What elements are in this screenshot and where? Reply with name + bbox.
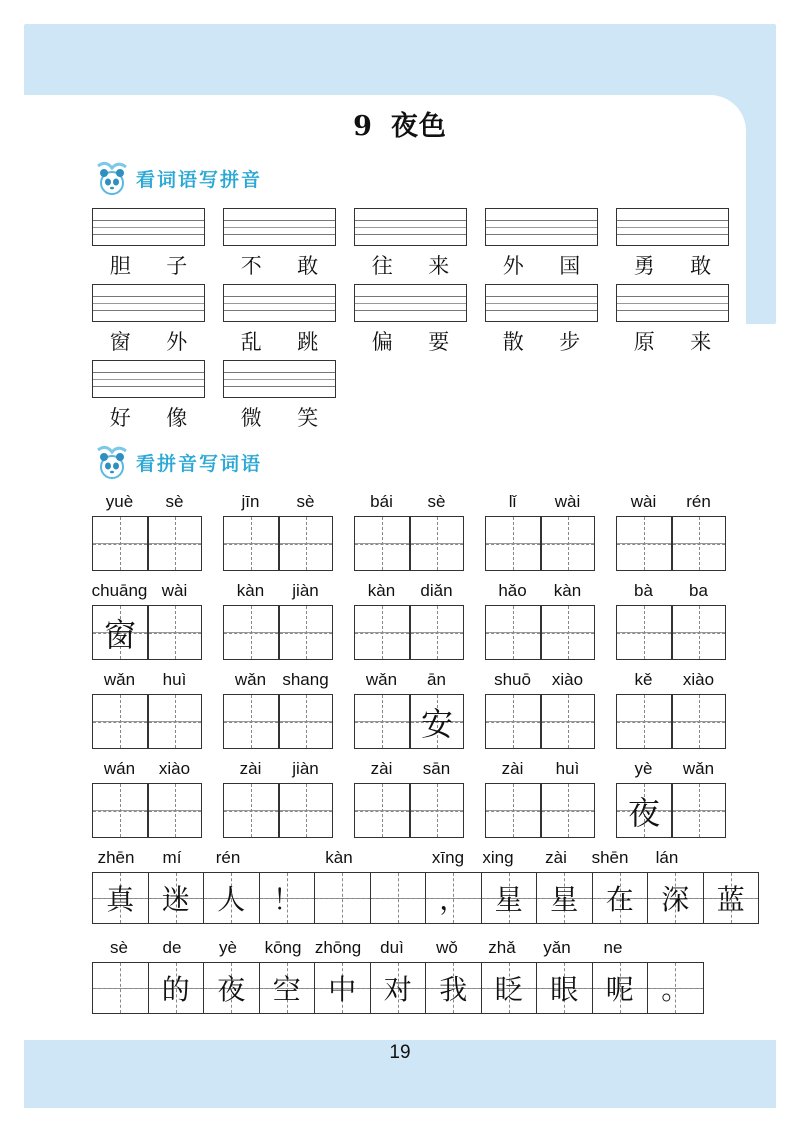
word-label <box>354 250 467 280</box>
writing-cell[interactable] <box>540 783 595 838</box>
writing-cell[interactable] <box>278 783 333 838</box>
writing-cell[interactable] <box>147 516 202 571</box>
pinyin-answer-box[interactable] <box>616 284 729 322</box>
word-label <box>354 326 467 356</box>
word-label <box>92 326 205 356</box>
sentence-cell[interactable] <box>203 872 260 924</box>
sentence-char: 的 <box>161 973 190 1006</box>
pinyin-label: wǒ <box>436 938 458 957</box>
pinyin-label: zhōng <box>314 938 362 957</box>
pinyin-label: sān <box>422 759 451 778</box>
writing-cell[interactable] <box>147 605 202 660</box>
word-char: 跳 <box>297 330 319 354</box>
word-label <box>92 250 205 280</box>
pinyin-label: kàn <box>325 848 353 867</box>
writing-cell[interactable] <box>409 605 464 660</box>
pinyin-label: ne <box>603 938 623 957</box>
filled-char: 窗 <box>103 615 136 654</box>
word-char: 国 <box>559 254 581 278</box>
sentence-cell[interactable] <box>314 872 371 924</box>
sentence-char: 空 <box>272 973 301 1006</box>
pinyin-label: wài <box>554 492 581 511</box>
word-char: 好 <box>109 406 131 430</box>
word-char: 外 <box>502 254 524 278</box>
writing-cell[interactable] <box>92 516 148 571</box>
pinyin-label: wài <box>630 492 657 511</box>
writing-cell[interactable] <box>409 516 464 571</box>
pinyin-answer-box[interactable] <box>92 360 205 398</box>
word-label <box>485 326 598 356</box>
pinyin-label: wǎn <box>103 670 136 689</box>
pinyin-label: jiàn <box>292 581 319 600</box>
pinyin-label: xiào <box>158 759 191 778</box>
writing-cell[interactable] <box>223 694 279 749</box>
writing-cell[interactable] <box>616 605 672 660</box>
pinyin-label: lán <box>655 848 679 867</box>
sentence-cell[interactable] <box>647 872 704 924</box>
sentence-cell[interactable] <box>148 872 205 924</box>
sentence-char: 眨 <box>494 973 523 1006</box>
pinyin-answer-box[interactable] <box>223 208 336 246</box>
word-label <box>223 250 336 280</box>
sentence-char: 蓝 <box>716 883 745 916</box>
pinyin-answer-box[interactable] <box>223 284 336 322</box>
section-header-1 <box>92 158 262 198</box>
pinyin-label: sè <box>427 492 446 511</box>
pinyin-label: bái <box>370 492 393 511</box>
pinyin-label: jiàn <box>292 759 319 778</box>
pinyin-label: huì <box>162 670 187 689</box>
writing-cell[interactable] <box>485 605 541 660</box>
sentence-cell[interactable] <box>203 962 260 1014</box>
pinyin-label: zhēn <box>97 848 135 867</box>
word-char: 外 <box>166 330 188 354</box>
pinyin-label: ān <box>427 670 446 689</box>
section-title-1: 看词语写拼音 <box>136 168 263 191</box>
writing-cell[interactable] <box>354 516 410 571</box>
writing-cell[interactable] <box>92 783 148 838</box>
sentence-cell[interactable] <box>425 872 482 924</box>
pinyin-label: huì <box>555 759 580 778</box>
pinyin-label: de <box>162 938 182 957</box>
pinyin-label: rén <box>686 492 711 511</box>
sentence-char: 夜 <box>217 973 246 1006</box>
word-label <box>616 250 729 280</box>
page-number: 19 <box>389 1042 411 1063</box>
word-char: 偏 <box>371 330 393 354</box>
pinyin-label: shēn <box>591 848 629 867</box>
sentence-cell[interactable] <box>647 962 704 1014</box>
pinyin-label: ba <box>689 581 708 600</box>
pinyin-answer-box[interactable] <box>92 208 205 246</box>
pinyin-label: zài <box>501 759 524 778</box>
sentence-cell[interactable] <box>592 962 649 1014</box>
pinyin-label: bà <box>634 581 653 600</box>
pinyin-label: yè <box>634 759 653 778</box>
pinyin-label: zài <box>370 759 393 778</box>
writing-cell[interactable] <box>616 783 672 838</box>
writing-cell[interactable] <box>671 783 726 838</box>
pinyin-answer-box[interactable] <box>92 284 205 322</box>
sentence-cell[interactable] <box>92 872 149 924</box>
pinyin-label: wán <box>103 759 136 778</box>
panda-icon <box>92 158 132 198</box>
lesson-title <box>0 104 800 143</box>
writing-cell[interactable] <box>409 783 464 838</box>
sentence-cell[interactable] <box>314 962 371 1014</box>
lesson-number: 9 <box>353 111 373 142</box>
sentence-cell[interactable] <box>536 872 593 924</box>
pinyin-label: kě <box>634 670 653 689</box>
sentence-cell[interactable] <box>481 962 538 1014</box>
pinyin-label: sè <box>110 938 128 957</box>
writing-cell[interactable] <box>278 694 333 749</box>
pinyin-label: wǎn <box>682 759 715 778</box>
pinyin-label: chuāng <box>91 581 148 600</box>
sentence-cell[interactable] <box>259 962 316 1014</box>
sentence-char: 星 <box>494 883 523 916</box>
pinyin-label: kàn <box>553 581 582 600</box>
sentence-char: 对 <box>383 973 412 1006</box>
sentence-cell[interactable] <box>148 962 205 1014</box>
pinyin-answer-box[interactable] <box>616 208 729 246</box>
word-char: 往 <box>371 254 393 278</box>
sentence-char: 真 <box>106 883 135 916</box>
word-label <box>223 402 336 432</box>
writing-cell[interactable] <box>278 516 333 571</box>
pinyin-label: diǎn <box>420 581 453 600</box>
sentence-char: 星 <box>550 883 579 916</box>
word-char: 原 <box>633 330 655 354</box>
writing-cell[interactable] <box>278 605 333 660</box>
writing-cell[interactable] <box>92 605 148 660</box>
writing-cell[interactable] <box>540 516 595 571</box>
writing-cell[interactable] <box>540 605 595 660</box>
writing-cell[interactable] <box>354 783 410 838</box>
sentence-char: ， <box>439 883 468 916</box>
sentence-char: 中 <box>328 973 357 1006</box>
writing-cell[interactable] <box>354 605 410 660</box>
sentence-cell[interactable] <box>703 872 760 924</box>
word-char: 来 <box>428 254 450 278</box>
pinyin-label: zhǎ <box>488 938 516 957</box>
pinyin-answer-box[interactable] <box>354 284 467 322</box>
word-char: 要 <box>428 330 450 354</box>
section-title-2: 看拼音写词语 <box>136 452 263 475</box>
pinyin-label: sè <box>165 492 184 511</box>
pinyin-label: wǎn <box>234 670 267 689</box>
word-char: 窗 <box>109 330 131 354</box>
writing-cell[interactable] <box>485 694 541 749</box>
pinyin-label: xing <box>482 848 514 867</box>
pinyin-label: wài <box>161 581 188 600</box>
sentence-char: 在 <box>605 883 634 916</box>
pinyin-label: lǐ <box>508 492 517 511</box>
word-char: 微 <box>240 406 262 430</box>
pinyin-answer-box[interactable] <box>485 208 598 246</box>
sentence-cell[interactable] <box>536 962 593 1014</box>
word-label <box>485 250 598 280</box>
pinyin-label: zài <box>545 848 567 867</box>
pinyin-label: xīng <box>431 848 465 867</box>
pinyin-label: xiào <box>551 670 584 689</box>
pinyin-label: shuō <box>494 670 531 689</box>
sentence-cell[interactable] <box>370 962 427 1014</box>
word-char: 来 <box>690 330 712 354</box>
word-label <box>616 326 729 356</box>
filled-char: 夜 <box>627 793 660 832</box>
sentence-char: 深 <box>661 883 690 916</box>
word-char: 乱 <box>240 330 262 354</box>
pinyin-label: kàn <box>236 581 265 600</box>
pinyin-label: mí <box>162 848 182 867</box>
pinyin-answer-box[interactable] <box>354 208 467 246</box>
pinyin-label: wǎn <box>365 670 398 689</box>
writing-cell[interactable] <box>147 694 202 749</box>
sentence-char: 我 <box>439 973 468 1006</box>
sentence-char: 迷 <box>161 883 190 916</box>
writing-cell[interactable] <box>223 605 279 660</box>
word-char: 胆 <box>109 254 131 278</box>
writing-cell[interactable] <box>223 783 279 838</box>
sentence-cell[interactable] <box>370 872 427 924</box>
word-char: 笑 <box>297 406 319 430</box>
sentence-cell[interactable] <box>92 962 149 1014</box>
filled-char: 安 <box>420 704 453 743</box>
writing-cell[interactable] <box>671 605 726 660</box>
panda-icon <box>92 442 132 482</box>
word-char: 敢 <box>690 254 712 278</box>
sentence-char: 眼 <box>550 973 579 1006</box>
word-char: 不 <box>240 254 262 278</box>
pinyin-label: zài <box>239 759 262 778</box>
pinyin-label: kàn <box>367 581 396 600</box>
pinyin-label: yè <box>219 938 237 957</box>
pinyin-label: shang <box>282 670 329 689</box>
pinyin-answer-box[interactable] <box>485 284 598 322</box>
writing-cell[interactable] <box>616 694 672 749</box>
word-char: 散 <box>502 330 524 354</box>
pinyin-label: yuè <box>105 492 134 511</box>
writing-cell[interactable] <box>671 694 726 749</box>
pinyin-label: sè <box>296 492 315 511</box>
writing-cell[interactable] <box>354 694 410 749</box>
lesson-name: 夜色 <box>390 111 447 142</box>
pinyin-answer-box[interactable] <box>223 360 336 398</box>
sentence-cell[interactable] <box>259 872 316 924</box>
pinyin-label: kōng <box>264 938 302 957</box>
word-char: 步 <box>559 330 581 354</box>
sentence-cell[interactable] <box>481 872 538 924</box>
writing-cell[interactable] <box>540 694 595 749</box>
section-header-2 <box>92 442 262 482</box>
writing-cell[interactable] <box>409 694 464 749</box>
writing-cell[interactable] <box>485 516 541 571</box>
sentence-cell[interactable] <box>425 962 482 1014</box>
sentence-char: 。 <box>661 973 690 1006</box>
writing-cell[interactable] <box>92 694 148 749</box>
sentence-char: 呢 <box>605 973 634 1006</box>
word-char: 子 <box>166 254 188 278</box>
pinyin-label: rén <box>215 848 241 867</box>
pinyin-label: yǎn <box>543 938 571 957</box>
writing-cell[interactable] <box>671 516 726 571</box>
word-char: 勇 <box>633 254 655 278</box>
pinyin-label: duì <box>380 938 404 957</box>
word-label <box>92 402 205 432</box>
writing-cell[interactable] <box>616 516 672 571</box>
word-char: 像 <box>166 406 188 430</box>
writing-cell[interactable] <box>223 516 279 571</box>
pinyin-label: jīn <box>241 492 260 511</box>
word-char: 敢 <box>297 254 319 278</box>
sentence-char: 人 <box>217 883 246 916</box>
sentence-char: ！ <box>272 883 301 916</box>
sentence-cell[interactable] <box>592 872 649 924</box>
writing-cell[interactable] <box>485 783 541 838</box>
word-label <box>223 326 336 356</box>
writing-cell[interactable] <box>147 783 202 838</box>
pinyin-label: xiào <box>682 670 715 689</box>
pinyin-label: hǎo <box>498 581 527 600</box>
